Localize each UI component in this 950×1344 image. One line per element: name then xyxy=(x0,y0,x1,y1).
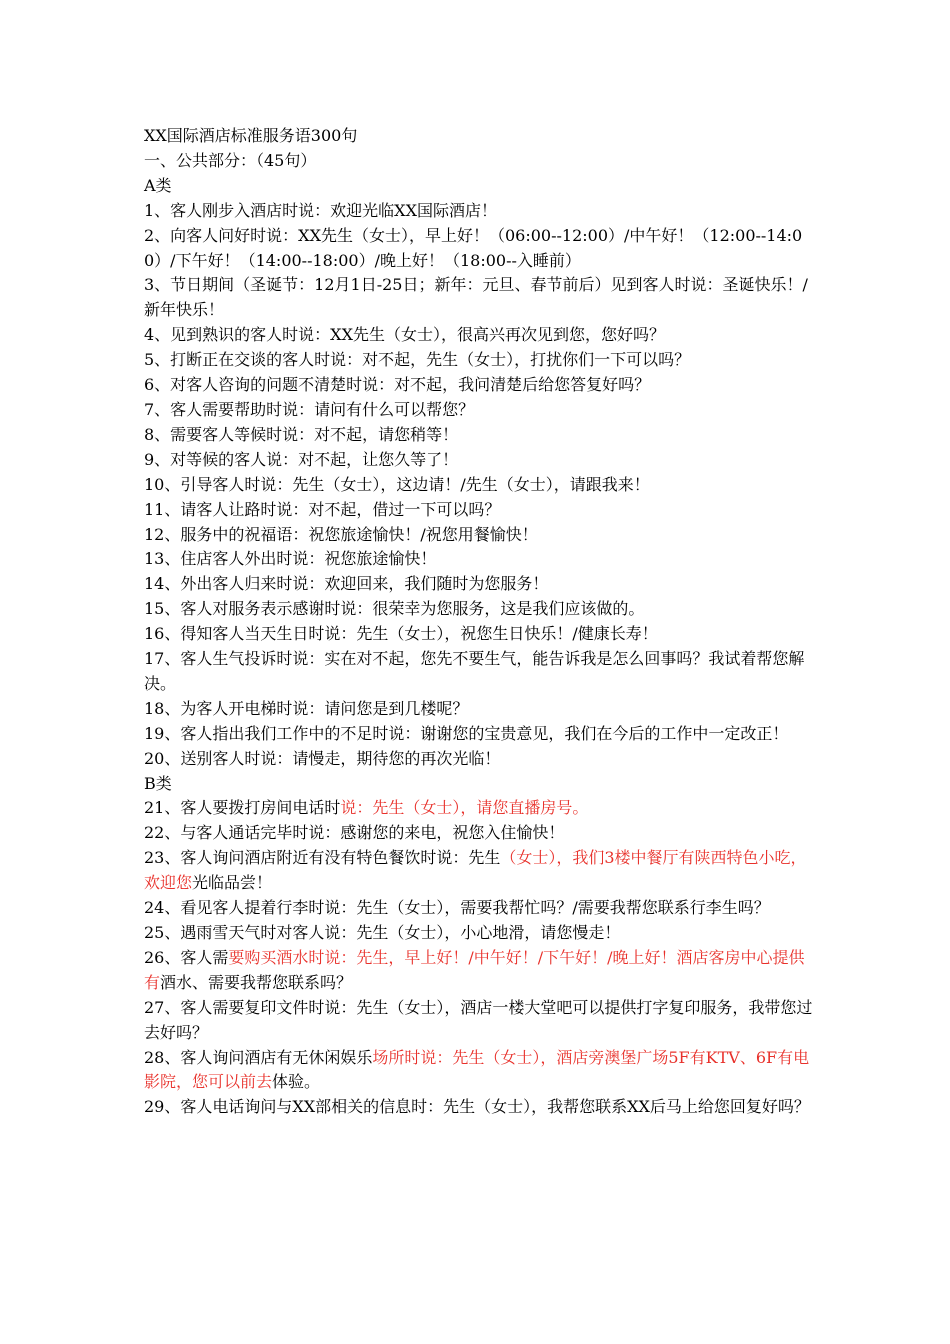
highlighted-text: 场所时说：先生（女士），酒店旁澳堡广场5F有KTV、6F有电影院，您可以前去 xyxy=(144,1047,810,1092)
item-text: 23、客人询问酒店附近有没有特色餐饮时说：先生 xyxy=(144,848,501,868)
item-text: 22、与客人通话完毕时说：感谢您的来电，祝您入住愉快！ xyxy=(144,823,565,843)
list-item xyxy=(144,1095,814,1120)
list-item: 3、节日期间（圣诞节：12月1日-25日；新年：元旦、春节前后）见到客人时说：圣诞快乐！/新年快乐！ xyxy=(144,275,808,320)
document-title: XX国际酒店标准服务语300句 xyxy=(144,126,358,145)
list-item: 5、打断正在交谈的客人时说：对不起，先生（女士），打扰你们一下可以吗？ xyxy=(144,350,691,370)
list-item: 18、为客人开电梯时说：请问您是到几楼呢？ xyxy=(144,698,469,718)
list-item xyxy=(144,996,814,1046)
item-text: 29、客人电话询问与XX部相关的信息时：先生（女士），我帮您联系XX后马上给您回复好吗？ xyxy=(144,1097,810,1117)
highlighted-text: 说：先生（女士），请您直播房号。 xyxy=(340,798,589,818)
item-text: 28、客人询问酒店有无休闲娱乐 xyxy=(144,1047,373,1067)
list-item xyxy=(144,921,814,946)
list-item: 6、对客人咨询的问题不清楚时说：对不起，我问清楚后给您答复好吗？ xyxy=(144,375,651,395)
list-item: 15、客人对服务表示感谢时说：很荣幸为您服务，这是我们应该做的。 xyxy=(144,599,645,619)
item-text: 24、看见客人提着行李时说：先生（女士），需要我帮忙吗？/需要我帮您联系行李生吗？ xyxy=(144,898,770,918)
list-item: 8、需要客人等候时说：对不起，请您稍等！ xyxy=(144,424,459,444)
list-item: 1、客人刚步入酒店时说：欢迎光临XX国际酒店！ xyxy=(144,200,497,220)
item-text: 25、遇雨雪天气时对客人说：先生（女士），小心地滑，请您慢走！ xyxy=(144,923,621,942)
list-item xyxy=(144,1046,814,1096)
list-item: 12、服务中的祝福语：祝您旅途愉快！/祝您用餐愉快！ xyxy=(144,524,538,544)
item-text-tail: 酒水、需要我帮您联系吗？ xyxy=(160,972,353,992)
list-item: 2、向客人问好时说：XX先生（女士），早上好！（06:00--12:00）/中午好！（12:00--14:00）/下午好！（14:00--18:00）/晚上好！（18:00--入睡前） xyxy=(144,225,803,270)
list-item: 14、外出客人归来时说：欢迎回来，我们随时为您服务！ xyxy=(144,574,549,594)
document-page xyxy=(144,124,814,1120)
list-item xyxy=(144,846,814,896)
item-text-tail: 体验。 xyxy=(272,1072,321,1092)
list-item: 11、请客人让路时说：对不起，借过一下可以吗？ xyxy=(144,499,501,519)
item-text: 27、客人需要复印文件时说：先生（女士），酒店一楼大堂吧可以提供打字复印服务，我带您过去好吗？ xyxy=(144,997,813,1042)
list-item: 10、引导客人时说：先生（女士），这边请！/先生（女士），请跟我来！ xyxy=(144,474,650,494)
category-a-heading: A类 xyxy=(144,175,172,195)
highlighted-text: （女士），我们3楼中餐厅有陕西特色小吃，欢迎您 xyxy=(144,848,807,893)
list-item: 7、客人需要帮助时说：请问有什么可以帮您？ xyxy=(144,399,475,419)
list-item xyxy=(144,821,814,846)
list-item xyxy=(144,896,814,921)
section-heading: 一、公共部分：（45句） xyxy=(144,150,317,170)
list-item: 17、客人生气投诉时说：实在对不起，您先不要生气，能告诉我是怎么回事吗？我试着帮您解决。 xyxy=(144,649,805,693)
list-item: 9、对等候的客人说：对不起，让您久等了！ xyxy=(144,449,459,469)
item-text-tail: 光临品尝！ xyxy=(192,873,273,893)
item-text: 21、客人要拨打房间电话时 xyxy=(144,798,341,818)
list-item: 16、得知客人当天生日时说：先生（女士），祝您生日快乐！/健康长寿！ xyxy=(144,624,658,644)
list-item: 13、住店客人外出时说：祝您旅途愉快！ xyxy=(144,549,437,569)
list-item xyxy=(144,796,814,821)
list-item xyxy=(144,946,814,996)
item-text: 26、客人需 xyxy=(144,947,229,967)
category-b-heading: B类 xyxy=(144,773,172,793)
highlighted-text: 要购买酒水时说：先生，早上好！/中午好！/下午好！/晚上好！酒店客房中心提供有 xyxy=(144,947,805,992)
list-item: 19、客人指出我们工作中的不足时说：谢谢您的宝贵意见，我们在今后的工作中一定改正！ xyxy=(144,723,789,743)
list-item: 20、送别客人时说：请慢走，期待您的再次光临！ xyxy=(144,748,501,768)
list-item: 4、见到熟识的客人时说：XX先生（女士），很高兴再次见到您，您好吗？ xyxy=(144,325,665,345)
